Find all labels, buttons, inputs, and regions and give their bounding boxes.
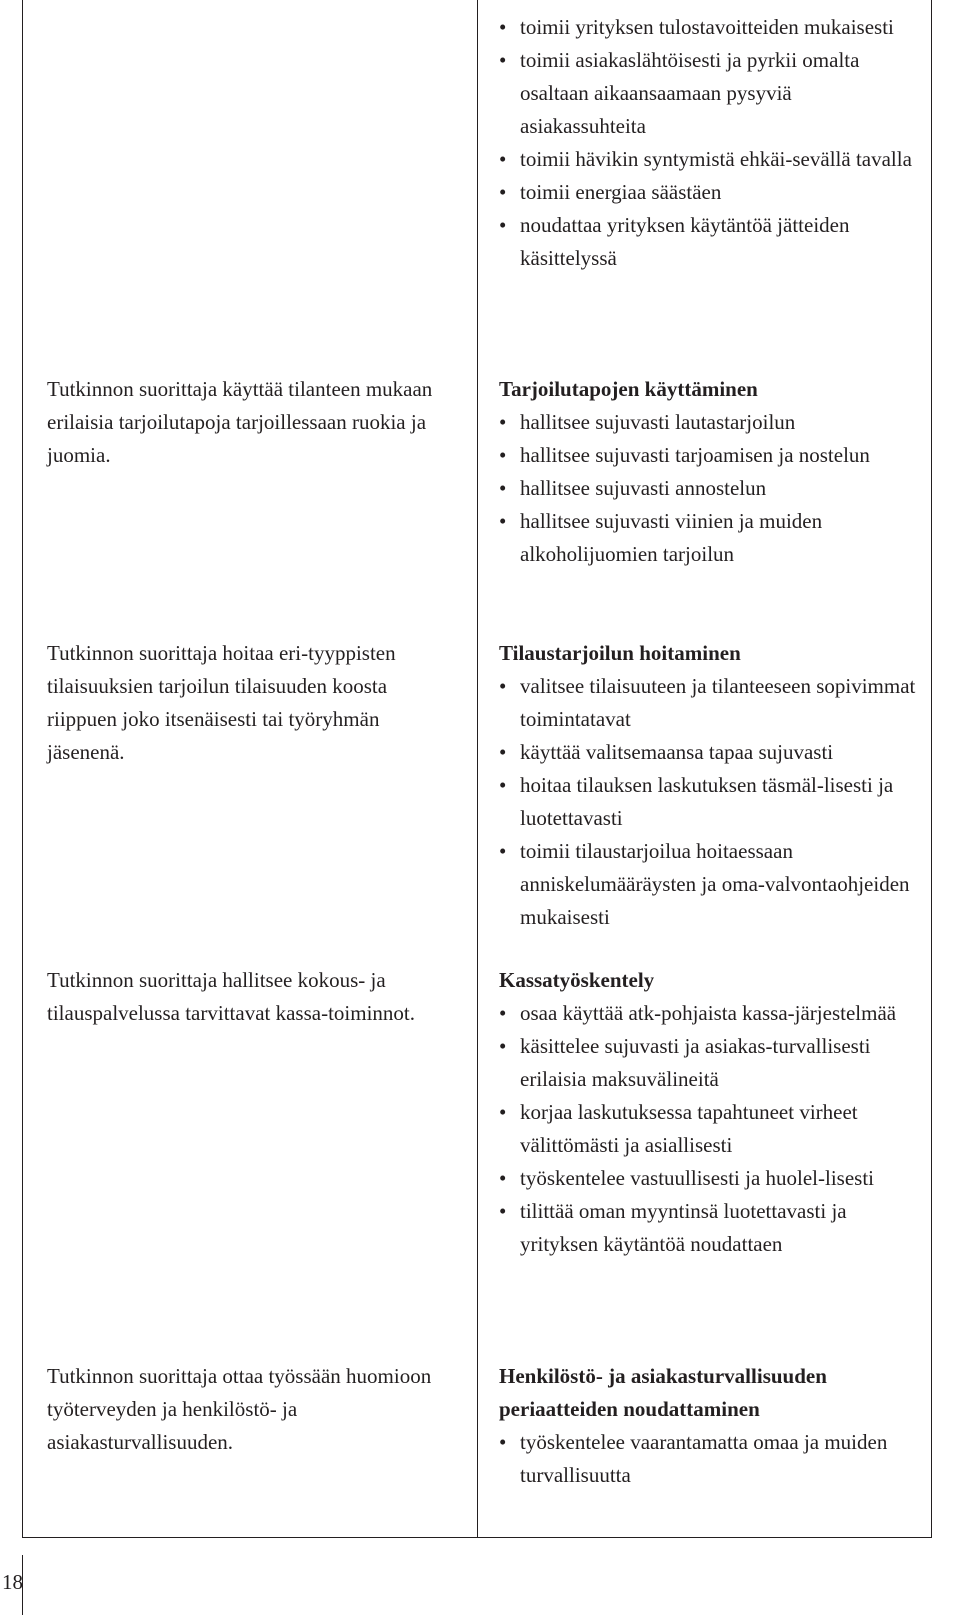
list-item: • työskentelee vastuullisesti ja huolel-lisesti — [499, 1162, 919, 1195]
list-item: • hallitsee sujuvasti tarjoamisen ja nostelun — [499, 439, 919, 472]
list-item: • hallitsee sujuvasti lautastarjoilun — [499, 406, 919, 439]
list-item: • toimii asiakaslähtöisesti ja pyrkii omalta osaltaan aikaansaamaan pysyviä asiakassuhteita — [499, 44, 919, 143]
page-number: 18 — [2, 1570, 23, 1594]
skill-description: Tutkinnon suorittaja hallitsee kokous- ja tilauspalvelussa tarvittavat kassa-toiminnot. — [47, 968, 416, 1025]
section-heading: Tarjoilutapojen käyttäminen — [499, 377, 758, 401]
list-item: • toimii energiaa säästäen — [499, 176, 919, 209]
list-item: • työskentelee vaarantamatta omaa ja muiden turvallisuutta — [499, 1426, 919, 1492]
criteria-list — [499, 406, 919, 571]
list-item: • käsittelee sujuvasti ja asiakas-turvallisesti erilaisia maksuvälineitä — [499, 1030, 919, 1096]
intro-criteria — [499, 11, 919, 275]
list-item: • toimii tilaustarjoilua hoitaessaan anniskelumääräysten ja oma-valvontaohjeiden mukaisesti — [499, 835, 919, 934]
list-item: • korjaa laskutuksessa tapahtuneet virheet välittömästi ja asiallisesti — [499, 1096, 919, 1162]
criteria-list — [499, 670, 919, 934]
criteria-list — [499, 11, 919, 275]
section-tilaustarjoilu — [499, 637, 919, 934]
criteria-list — [499, 997, 919, 1261]
list-item: • toimii yrityksen tulostavoitteiden mukaisesti — [499, 11, 919, 44]
list-item: • käyttää valitsemaansa tapaa sujuvasti — [499, 736, 919, 769]
skill-description: Tutkinnon suorittaja käyttää tilanteen mukaan erilaisia tarjoilutapoja tarjoillessaan ruokia ja juomia. — [47, 377, 433, 467]
section-heading: Kassatyöskentely — [499, 968, 655, 992]
list-item: • hallitsee sujuvasti viinien ja muiden alkoholijuomien tarjoilun — [499, 505, 919, 571]
section-heading: Henkilöstö- ja asiakasturvallisuuden periaatteiden noudattaminen — [499, 1364, 827, 1421]
section-turvallisuus — [499, 1360, 919, 1492]
list-item: • valitsee tilaisuuteen ja tilanteeseen sopivimmat toimintatavat — [499, 670, 919, 736]
list-item: • osaa käyttää atk-pohjaista kassa-järjestelmää — [499, 997, 919, 1030]
list-item: • hoitaa tilauksen laskutuksen täsmäl-lisesti ja luotettavasti — [499, 769, 919, 835]
list-item: • tilittää oman myyntinsä luotettavasti ja yrityksen käytäntöä noudattaen — [499, 1195, 919, 1261]
column-divider — [477, 0, 478, 1538]
skill-description: Tutkinnon suorittaja ottaa työssään huomioon työterveyden ja henkilöstö- ja asiakasturvallisuuden. — [47, 1364, 432, 1454]
criteria-list — [499, 1426, 919, 1492]
list-item: • hallitsee sujuvasti annostelun — [499, 472, 919, 505]
list-item: • toimii hävikin syntymistä ehkäi-sevällä tavalla — [499, 143, 919, 176]
section-kassatyoskentely — [499, 964, 919, 1261]
section-heading: Tilaustarjoilun hoitaminen — [499, 641, 741, 665]
skill-description: Tutkinnon suorittaja hoitaa eri-tyyppisten tilaisuuksien tarjoilun tilaisuuden koosta riippuen joko itsenäisesti tai työryhmän jäsenenä. — [47, 641, 396, 764]
section-tarjoilutavat — [499, 373, 919, 571]
list-item: • noudattaa yrityksen käytäntöä jätteiden käsittelyssä — [499, 209, 919, 275]
